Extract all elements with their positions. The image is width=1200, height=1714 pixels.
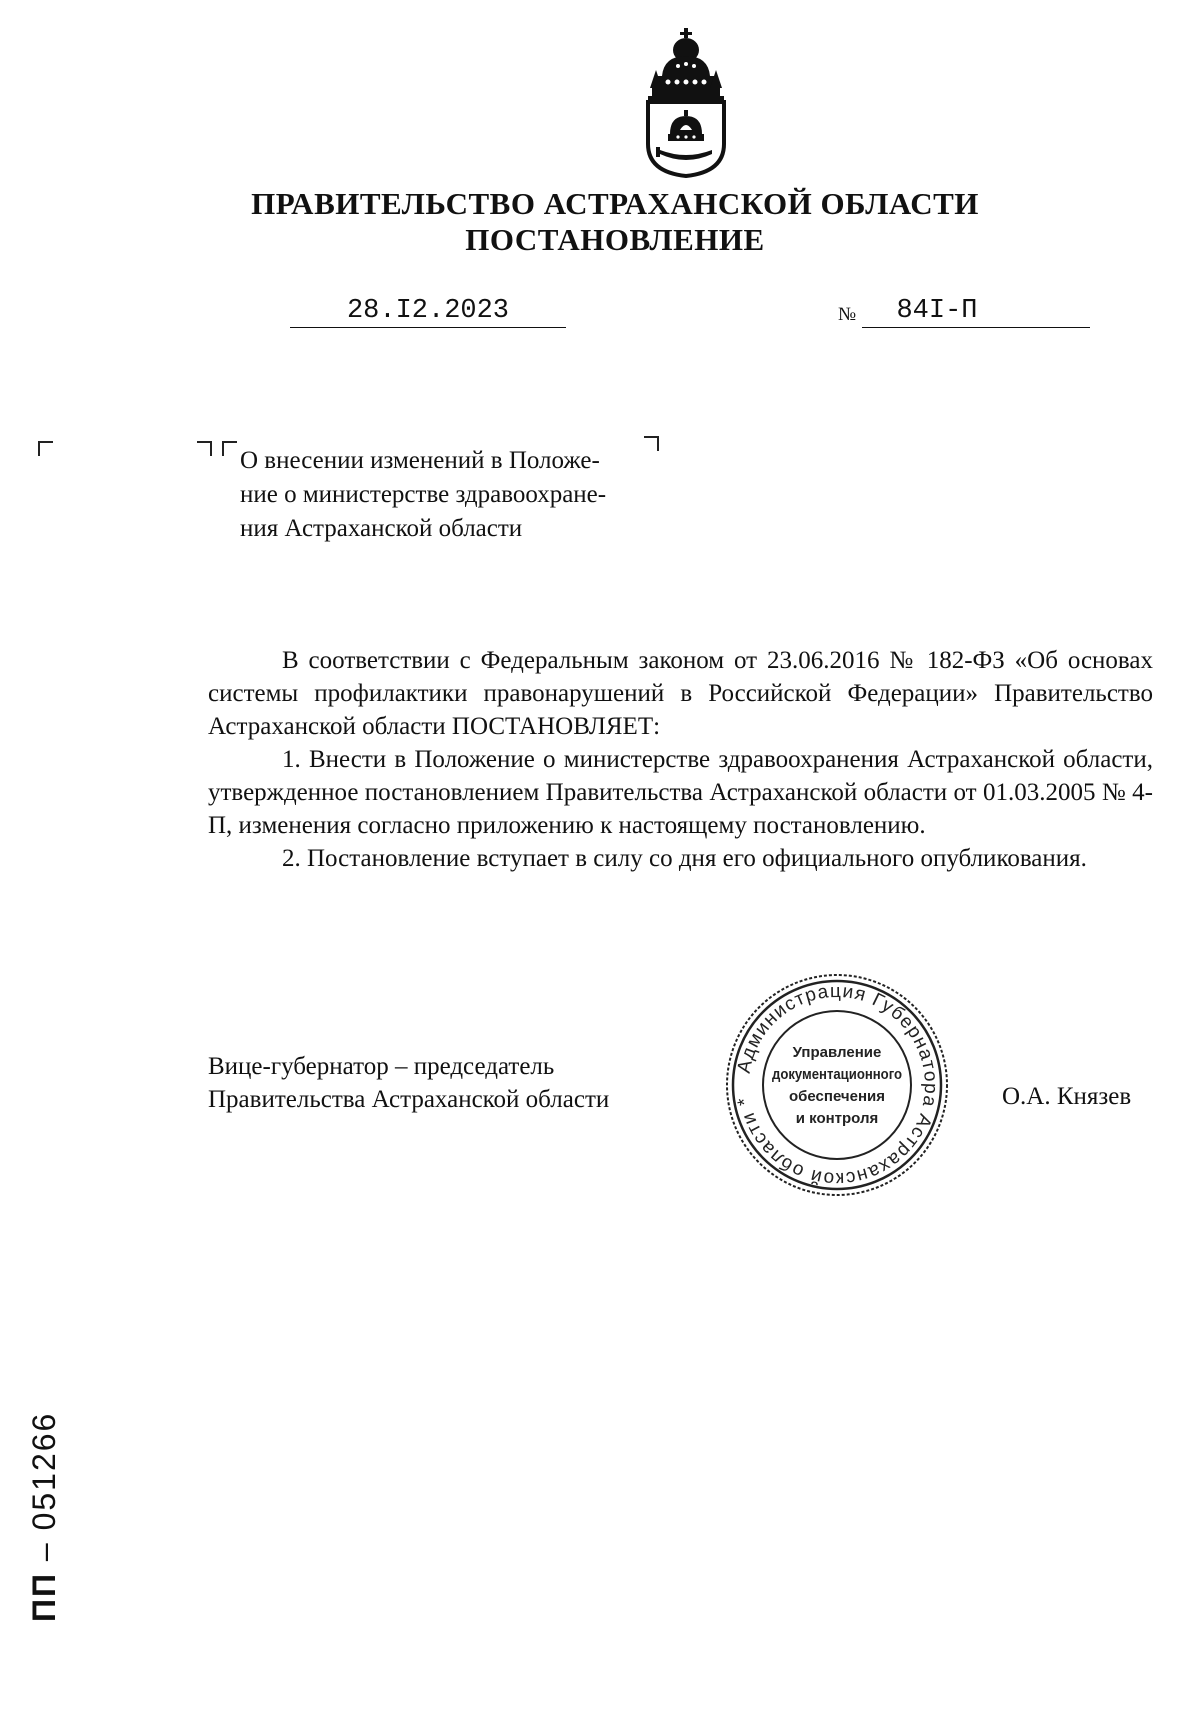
signer-title-line: Вице-губернатор – председатель [208, 1053, 555, 1080]
date-underline [290, 327, 566, 328]
document-number: 84I-П [896, 296, 978, 326]
document-type: ПОСТАНОВЛЕНИЕ [465, 222, 765, 257]
document-subject [240, 444, 660, 546]
stamp-inner-line: обеспечения [788, 1088, 886, 1105]
preamble-paragraph: В соответствии с Федеральным законом от 23.06.2016 № 182-ФЗ «Об основах системы профилактики правонарушений в Российской Федерации» Правительство Астраханской области ПОСТАНОВЛЯЕТ: [208, 647, 1153, 740]
corner-mark [38, 441, 53, 456]
stamp-inner-line: и контроля [795, 1110, 879, 1127]
signer-name: О.А. Князев [1002, 1083, 1132, 1110]
coat-of-arms-icon [642, 26, 730, 178]
item-1-paragraph: 1. Внести в Положение о министерстве здравоохранения Астраханской области, утвержденное постановлением Правительства Астраханской области от 01.03.2005 № 4-П, изменения согласно приложению к настоящему постановлению. [208, 746, 1153, 839]
document-body [208, 644, 1153, 875]
number-sign: № [838, 304, 857, 325]
number-underline [862, 327, 1090, 328]
registration-series: ПП [26, 1572, 62, 1622]
subject-line: ние о министерстве здравоохране- [240, 481, 607, 508]
document-date: 28.I2.2023 [346, 296, 510, 326]
registration-number [26, 1412, 63, 1622]
subject-line: ния Астраханской области [240, 515, 523, 542]
item-2-paragraph: 2. Постановление вступает в силу со дня его официального опубликования. [282, 845, 1087, 872]
registration-number-value: 051266 [26, 1411, 62, 1531]
stamp-outer-text: Администрация Губернатора Астраханской области * [733, 980, 942, 1190]
stamp-inner-line: Управление [792, 1044, 882, 1061]
stamp-inner-line: документационного [772, 1066, 902, 1083]
registration-separator: – [26, 1530, 62, 1572]
corner-mark [222, 441, 237, 456]
signer-title [208, 1050, 609, 1116]
signer-title-line: Правительства Астраханской области [208, 1086, 610, 1113]
org-title: ПРАВИТЕЛЬСТВО АСТРАХАНСКОЙ ОБЛАСТИ [251, 186, 979, 221]
corner-mark [197, 441, 212, 456]
official-stamp [722, 970, 952, 1200]
subject-line: О внесении изменений в Положе- [240, 447, 600, 474]
